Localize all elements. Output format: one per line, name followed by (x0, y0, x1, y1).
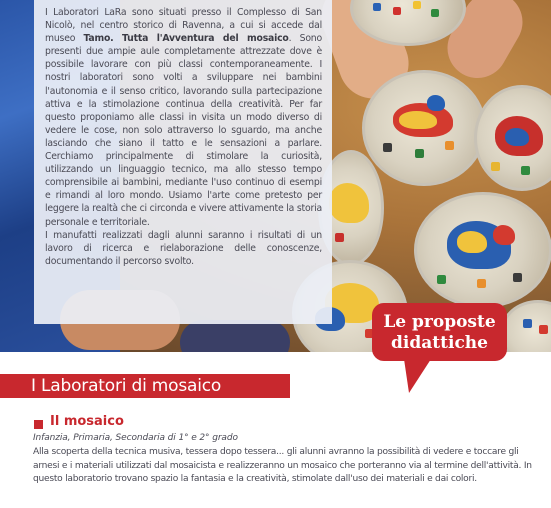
child-arm (180, 320, 290, 352)
mosaic-dish (474, 85, 551, 191)
proposals-bubble (372, 303, 507, 361)
bubble-tail (404, 359, 431, 393)
intro-paragraph-1 (45, 6, 322, 229)
intro-text: I Laboratori LaRa sono situati presso il Complesso di San Nicolò, nel centro storico di Ravenna, a cui si accede dal museo (45, 7, 322, 45)
intro-paragraph-2: I manufatti realizzati dagli alunni saranno i risultati di un lavoro di ricerca e rielaborazione delle conoscenze, documentando il percorso svolto. (45, 229, 322, 267)
intro-text-panel (34, 0, 332, 324)
mosaic-dish (362, 70, 486, 186)
museum-name: Tamo. Tutta l'Avventura del mosaico (83, 33, 289, 45)
subsection-description: Alla scoperta della tecnica musiva, tessera dopo tessera... gli alunni avranno la possibilità di vedere e toccare gli arnesi e i materiali utilizzati dal mosaicista e realizzeranno un mosaico che porteranno via al termine dell'attività. In questo laboratorio trovano spazio la fantasia e la creatività, stimolate dall'uso dei materiali e dai colori. (33, 447, 532, 485)
school-levels: Infanzia, Primaria, Secondaria di 1° e 2° grado (33, 433, 238, 443)
mosaic-dish (500, 300, 551, 352)
bubble-line-2: didattiche (391, 333, 488, 353)
section-banner (0, 374, 290, 398)
subsection-title: Il mosaico (50, 414, 124, 429)
bubble-line-1: Le proposte (383, 312, 496, 332)
section-title: I Laboratori di mosaico (31, 376, 222, 396)
intro-text: . Sono presenti due ampie aule completamente attrezzate dove è possibile lavorare con più classi contemporaneamente. I nostri laboratori sono volti a sviluppare nei bambini l'autonomia e il senso critico, lavorando sulla partecipazione attiva e la stimolazione continua della creatività. Per far questo proponiamo alle classi in visita un modo diverso di vedere le cose, non solo attraverso lo sguardo, ma anche lasciando che siano il tatto e le sensazioni a parlare. Cerchiamo principalmente di stimolare la curiosità, utilizzando un linguaggio tecnico, ma allo stesso tempo comprensibile ai bambini, mediante l'uso continuo di esempi e rimandi al loro mondo. Usiamo l'arte come pretesto per leggere la realtà che ci circonda e vivere attivamente la storia personale e territoriale. (45, 33, 322, 228)
square-bullet-icon (34, 420, 43, 429)
mosaic-dish (414, 192, 551, 308)
